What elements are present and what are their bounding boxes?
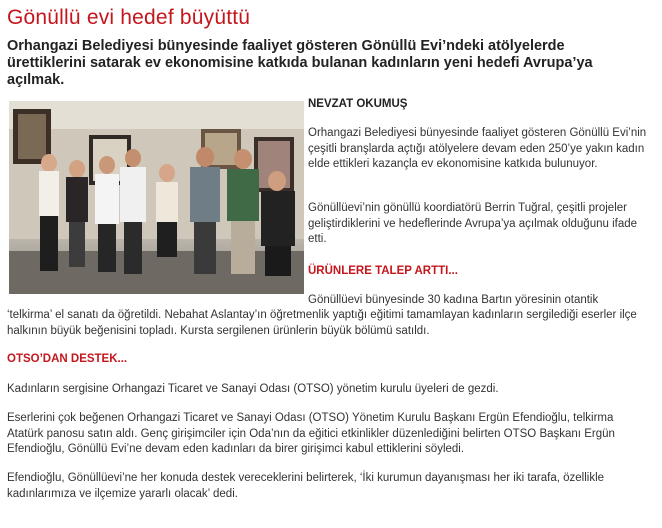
article-paragraph: Efendioğlu, Gönüllüevi’ne her konuda destek vereceklerini belirterek, ‘İki kurumun dayanışması her iki tarafa, özellikle kadınlarımıza ve ilçemize yararlı olacak’ dedi. (7, 472, 605, 500)
article-paragraph: Gönüllüevi’nin gönüllü koordiatörü Berrin Tuğral, çeşitli projeler geliştirdiklerini ve hedeflerinde Avrupa’ya açılmak olduğunu ifade etti. (308, 202, 638, 245)
article-paragraph: ‘telkirma’ el sanatı da öğretildi. Nebahat Aslantay’ın öğretmenlik yaptığı eğitimi tamamlayan kadınların sergilediği eserler ilçe halkının büyük beğenisini topladı. Kursta sergilenen ürünlerin büyük bölümü satıldı. (7, 309, 637, 337)
article-paragraph: Kadınların sergisine Orhangazi Ticaret ve Sanayi Odası (OTSO) yönetim kurulu üyeleri de gezdi. (7, 383, 499, 395)
article-photo (9, 101, 304, 294)
article-author: NEVZAT OKUMUŞ (308, 98, 408, 110)
article-paragraph: Orhangazi Belediyesi bünyesinde faaliyet gösteren Gönüllü Evi’nin çeşitli branşlarda açtığı atölyelere devam eden 250’ye yakın kadın elde ettikleri kazançla ev ekonomisine katkıda bulunuyor. (308, 127, 647, 170)
article-lead: Orhangazi Belediyesi bünyesinde faaliyet gösteren Gönüllü Evi’ndeki atölyelerde ürettiklerini satarak ev ekonomisine katkıda bulanan kadınların yeni hedefi Avrupa’ya açılmak. (7, 38, 593, 88)
article-paragraph: Eserlerini çok beğenen Orhangazi Ticaret ve Sanayi Odası (OTSO) Yönetim Kurulu Başkanı Ergün Efendioğlu, telkirma Atatürk panosu satın aldı. Genç girişimciler için Oda’nın da eğitici etkinlikler düzenlediğini belirten OTSO Başkanı Ergün Efendioğlu, Gönüllü Evi’ne devam eden kadınları da birer girişimci kabul ettiklerini söyledi. (7, 412, 615, 455)
article-subheading: ÜRÜNLERE TALEP ARTTI... (308, 265, 458, 277)
article-title: Gönüllü evi hedef büyüttü (7, 6, 251, 29)
article-paragraph: Gönüllüevi bünyesinde 30 kadına Bartın yöresinin otantik (308, 294, 599, 306)
article-subheading: OTSO’DAN DESTEK... (7, 353, 128, 365)
